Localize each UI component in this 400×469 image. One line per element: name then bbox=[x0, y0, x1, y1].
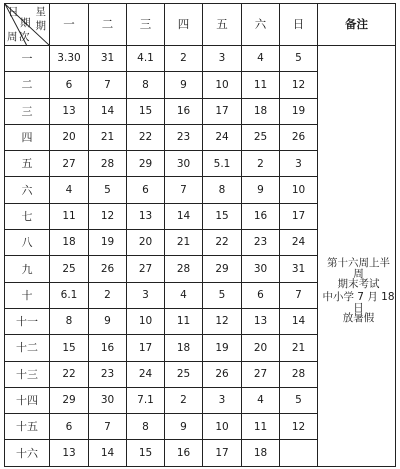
day-cell: 27 bbox=[50, 151, 89, 177]
week-number: 十一 bbox=[5, 308, 50, 334]
day-cell: 24 bbox=[127, 361, 165, 387]
week-number: 九 bbox=[5, 256, 50, 282]
day-cell: 14 bbox=[280, 308, 318, 334]
week-number: 六 bbox=[5, 177, 50, 203]
header-row bbox=[5, 4, 396, 46]
weekday-header: 日 bbox=[280, 4, 318, 46]
day-cell: 22 bbox=[50, 361, 89, 387]
week-number: 八 bbox=[5, 230, 50, 256]
day-cell: 16 bbox=[89, 335, 127, 361]
day-cell: 8 bbox=[203, 177, 242, 203]
day-cell: 7.1 bbox=[127, 387, 165, 413]
day-cell: 5 bbox=[203, 282, 242, 308]
week-number: 十五 bbox=[5, 414, 50, 440]
day-cell: 9 bbox=[89, 308, 127, 334]
day-cell: 21 bbox=[89, 124, 127, 150]
day-cell: 9 bbox=[165, 72, 203, 98]
day-cell: 10 bbox=[203, 72, 242, 98]
remarks-cell bbox=[318, 46, 396, 467]
week-number: 五 bbox=[5, 151, 50, 177]
day-cell: 13 bbox=[50, 98, 89, 124]
day-cell: 17 bbox=[203, 98, 242, 124]
remark-exam-note bbox=[318, 258, 395, 290]
day-cell: 29 bbox=[50, 387, 89, 413]
day-cell: 31 bbox=[89, 46, 127, 72]
day-cell: 6 bbox=[50, 414, 89, 440]
day-cell: 30 bbox=[89, 387, 127, 413]
day-cell: 6.1 bbox=[50, 282, 89, 308]
remark-vacation-note bbox=[318, 292, 395, 324]
day-cell: 5 bbox=[280, 46, 318, 72]
day-cell: 31 bbox=[280, 256, 318, 282]
day-cell: 5.1 bbox=[203, 151, 242, 177]
day-cell: 5 bbox=[280, 387, 318, 413]
day-cell: 27 bbox=[127, 256, 165, 282]
day-cell: 25 bbox=[165, 361, 203, 387]
weekday-header: 三 bbox=[127, 4, 165, 46]
day-cell: 24 bbox=[203, 124, 242, 150]
weekday-header: 一 bbox=[50, 4, 89, 46]
day-cell: 22 bbox=[127, 124, 165, 150]
day-cell: 13 bbox=[242, 308, 280, 334]
day-cell: 16 bbox=[242, 203, 280, 229]
day-cell: 13 bbox=[50, 440, 89, 466]
day-cell: 15 bbox=[50, 335, 89, 361]
day-cell: 18 bbox=[50, 230, 89, 256]
day-cell: 23 bbox=[89, 361, 127, 387]
day-cell: 12 bbox=[89, 203, 127, 229]
day-cell: 2 bbox=[165, 387, 203, 413]
day-cell: 15 bbox=[127, 98, 165, 124]
remarks-header: 备注 bbox=[318, 4, 396, 46]
day-cell: 7 bbox=[89, 414, 127, 440]
day-cell bbox=[280, 440, 318, 466]
week-number: 十六 bbox=[5, 440, 50, 466]
day-cell: 15 bbox=[203, 203, 242, 229]
weekday-header: 二 bbox=[89, 4, 127, 46]
day-cell: 23 bbox=[165, 124, 203, 150]
week-number: 十四 bbox=[5, 387, 50, 413]
day-cell: 18 bbox=[242, 440, 280, 466]
day-cell: 18 bbox=[242, 98, 280, 124]
day-cell: 20 bbox=[242, 335, 280, 361]
day-cell: 7 bbox=[165, 177, 203, 203]
day-cell: 16 bbox=[165, 98, 203, 124]
day-cell: 7 bbox=[89, 72, 127, 98]
day-cell: 5 bbox=[89, 177, 127, 203]
remark-line: 期末考试 bbox=[337, 278, 380, 290]
day-cell: 11 bbox=[242, 72, 280, 98]
day-cell: 29 bbox=[127, 151, 165, 177]
corner-day-label: 日 bbox=[8, 6, 19, 18]
day-cell: 8 bbox=[127, 72, 165, 98]
day-cell: 29 bbox=[203, 256, 242, 282]
day-cell: 17 bbox=[127, 335, 165, 361]
day-cell: 14 bbox=[89, 98, 127, 124]
day-cell: 9 bbox=[242, 177, 280, 203]
day-cell: 4 bbox=[242, 46, 280, 72]
day-cell: 18 bbox=[165, 335, 203, 361]
day-cell: 21 bbox=[280, 335, 318, 361]
day-cell: 28 bbox=[280, 361, 318, 387]
day-cell: 12 bbox=[280, 72, 318, 98]
day-cell: 23 bbox=[242, 230, 280, 256]
school-calendar bbox=[4, 3, 395, 465]
day-cell: 3 bbox=[203, 46, 242, 72]
day-cell: 4 bbox=[50, 177, 89, 203]
week-number: 七 bbox=[5, 203, 50, 229]
day-cell: 19 bbox=[280, 98, 318, 124]
corner-period-left-label: 期 bbox=[20, 17, 31, 29]
remark-line: 中小学 7 月 18 日 bbox=[322, 291, 395, 314]
day-cell: 14 bbox=[89, 440, 127, 466]
day-cell: 20 bbox=[127, 230, 165, 256]
day-cell: 2 bbox=[89, 282, 127, 308]
remark-line: 第十六周上半周 bbox=[327, 257, 390, 280]
day-cell: 7 bbox=[280, 282, 318, 308]
day-cell: 11 bbox=[165, 308, 203, 334]
day-cell: 12 bbox=[203, 308, 242, 334]
corner-order-label: 次 bbox=[19, 30, 30, 43]
day-cell: 4 bbox=[242, 387, 280, 413]
week-number: 十 bbox=[5, 282, 50, 308]
day-cell: 19 bbox=[203, 335, 242, 361]
day-cell: 24 bbox=[280, 230, 318, 256]
week-number: 四 bbox=[5, 124, 50, 150]
week-number: 一 bbox=[5, 46, 50, 72]
day-cell: 3 bbox=[127, 282, 165, 308]
day-cell: 8 bbox=[50, 308, 89, 334]
day-cell: 9 bbox=[165, 414, 203, 440]
corner-star-label: 星 bbox=[35, 6, 46, 18]
day-cell: 21 bbox=[165, 230, 203, 256]
corner-header bbox=[5, 4, 50, 46]
weekday-header: 六 bbox=[242, 4, 280, 46]
day-cell: 6 bbox=[127, 177, 165, 203]
day-cell: 8 bbox=[127, 414, 165, 440]
day-cell: 25 bbox=[242, 124, 280, 150]
day-cell: 27 bbox=[242, 361, 280, 387]
corner-week-label: 周 bbox=[7, 30, 18, 43]
day-cell: 6 bbox=[242, 282, 280, 308]
week-number: 十三 bbox=[5, 361, 50, 387]
corner-period-right-label: 期 bbox=[35, 20, 46, 32]
week-number: 十二 bbox=[5, 335, 50, 361]
week-number: 二 bbox=[5, 72, 50, 98]
day-cell: 16 bbox=[165, 440, 203, 466]
day-cell: 17 bbox=[280, 203, 318, 229]
day-cell: 28 bbox=[89, 151, 127, 177]
day-cell: 4.1 bbox=[127, 46, 165, 72]
day-cell: 30 bbox=[242, 256, 280, 282]
day-cell: 10 bbox=[127, 308, 165, 334]
day-cell: 26 bbox=[280, 124, 318, 150]
day-cell: 11 bbox=[50, 203, 89, 229]
day-cell: 19 bbox=[89, 230, 127, 256]
day-cell: 4 bbox=[165, 282, 203, 308]
day-cell: 30 bbox=[165, 151, 203, 177]
day-cell: 26 bbox=[89, 256, 127, 282]
calendar-table bbox=[4, 3, 396, 467]
day-cell: 10 bbox=[280, 177, 318, 203]
day-cell: 17 bbox=[203, 440, 242, 466]
weekday-header: 四 bbox=[165, 4, 203, 46]
day-cell: 3 bbox=[203, 387, 242, 413]
day-cell: 20 bbox=[50, 124, 89, 150]
day-cell: 6 bbox=[50, 72, 89, 98]
day-cell: 2 bbox=[242, 151, 280, 177]
day-cell: 14 bbox=[165, 203, 203, 229]
day-cell: 28 bbox=[165, 256, 203, 282]
day-cell: 11 bbox=[242, 414, 280, 440]
day-cell: 13 bbox=[127, 203, 165, 229]
day-cell: 2 bbox=[165, 46, 203, 72]
day-cell: 10 bbox=[203, 414, 242, 440]
weekday-header: 五 bbox=[203, 4, 242, 46]
day-cell: 3.30 bbox=[50, 46, 89, 72]
day-cell: 12 bbox=[280, 414, 318, 440]
day-cell: 26 bbox=[203, 361, 242, 387]
day-cell: 22 bbox=[203, 230, 242, 256]
remark-line: 放暑假 bbox=[342, 312, 375, 324]
day-cell: 25 bbox=[50, 256, 89, 282]
day-cell: 15 bbox=[127, 440, 165, 466]
day-cell: 3 bbox=[280, 151, 318, 177]
table-row bbox=[5, 46, 396, 72]
week-number: 三 bbox=[5, 98, 50, 124]
